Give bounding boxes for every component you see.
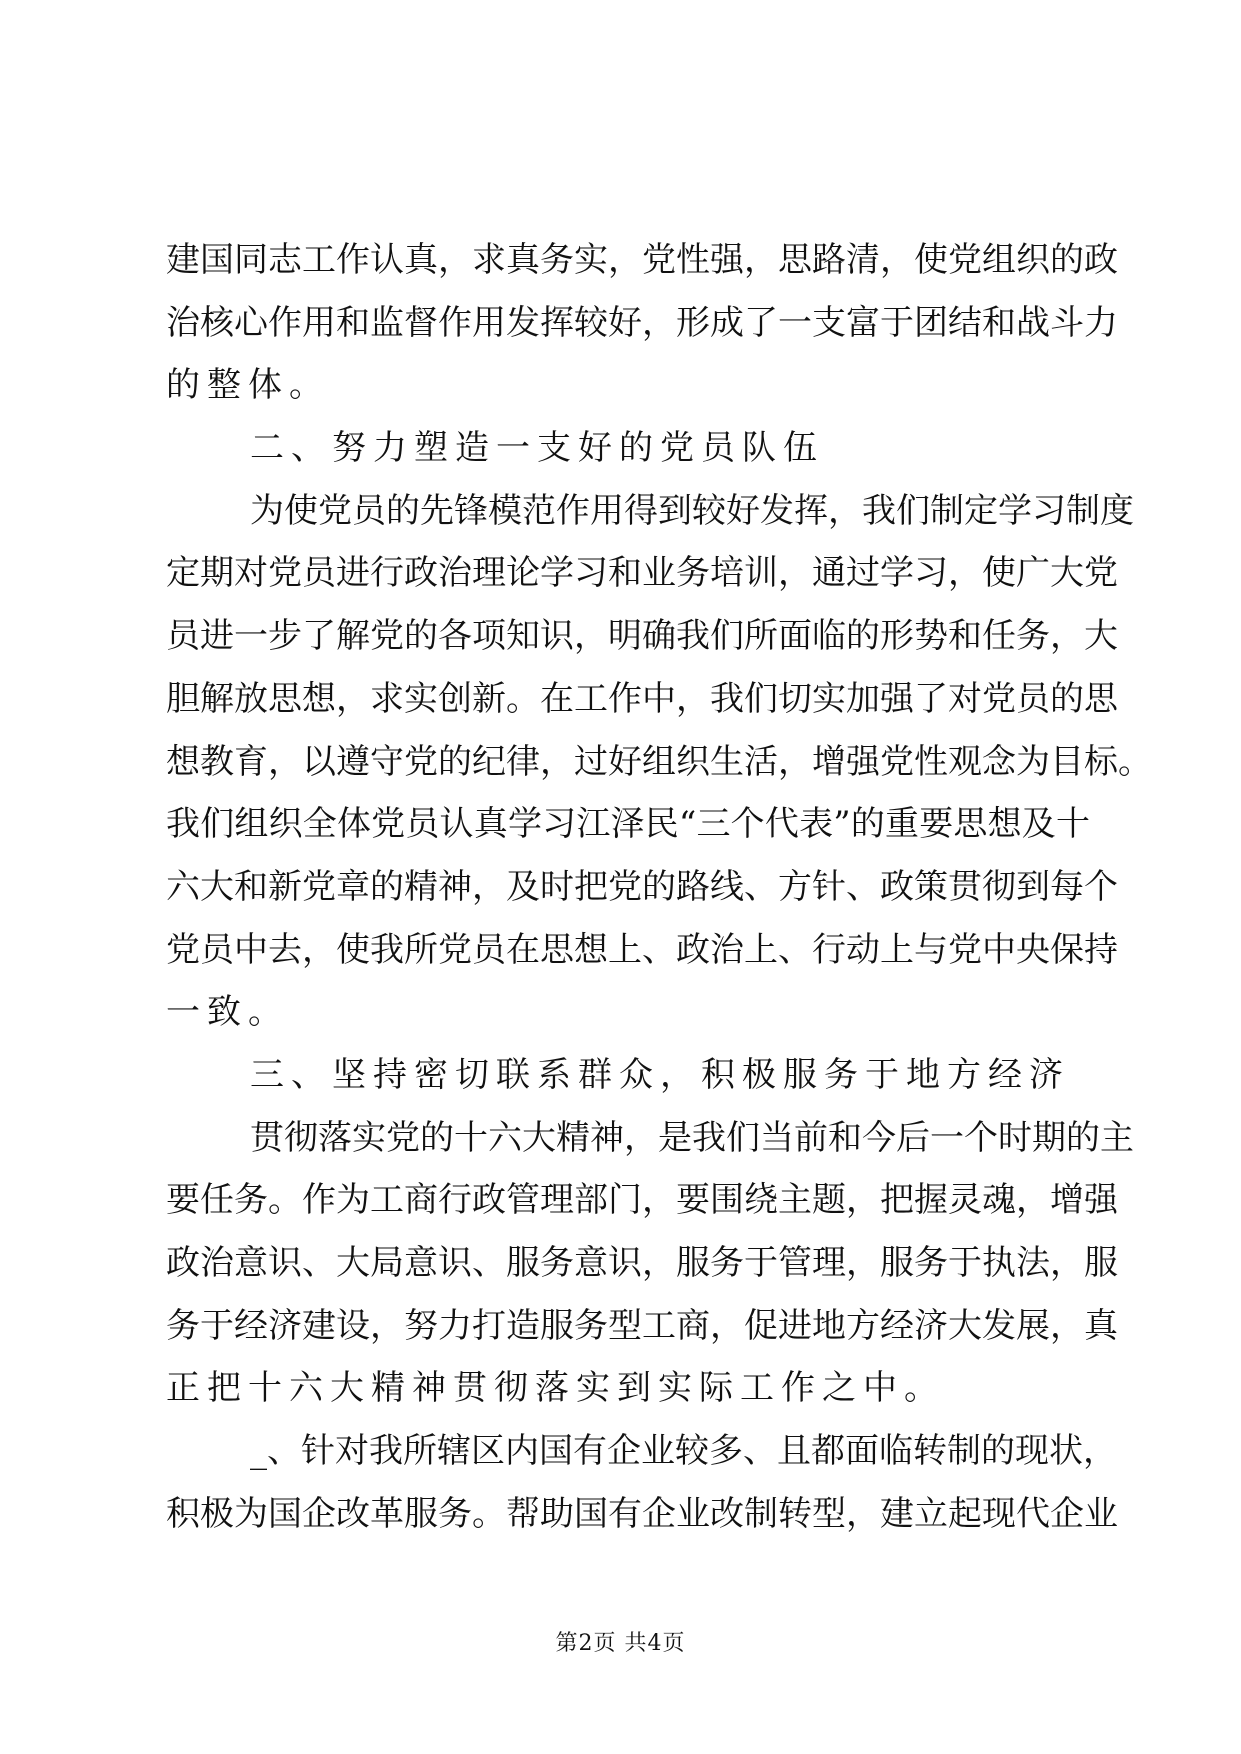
paragraph-line: 胆解放思想，求实创新。在工作中，我们切实加强了对党员的思 <box>166 678 1118 719</box>
paragraph-line: _、针对我所辖区内国有企业较多、且都面临转制的现状， <box>250 1431 1117 1472</box>
paragraph-line: 想教育，以遵守党的纪律，过好组织生活，增强党性观念为目标。 <box>166 741 1152 782</box>
paragraph-line: 正把十六大精神贯彻落实到实际工作之中。 <box>166 1368 945 1409</box>
paragraph-line: 积极为国企改革服务。帮助国有企业改制转型，建立起现代企业 <box>166 1493 1118 1534</box>
paragraph-line: 定期对党员进行政治理论学习和业务培训，通过学习，使广大党 <box>166 553 1118 594</box>
paragraph-line: 党员中去，使我所党员在思想上、政治上、行动上与党中央保持 <box>166 929 1118 970</box>
paragraph-line: 一致。 <box>166 992 289 1033</box>
paragraph-line: 六大和新党章的精神，及时把党的路线、方针、政策贯彻到每个 <box>166 866 1118 907</box>
paragraph-line: 政治意识、大局意识、服务意识，服务于管理，服务于执法，服 <box>166 1243 1118 1283</box>
paragraph-line: 治核心作用和监督作用发挥较好，形成了一支富于团结和战斗力 <box>166 302 1118 343</box>
paragraph-line: 务于经济建设，努力打造服务型工商，促进地方经济大发展，真 <box>166 1305 1118 1346</box>
section-heading-3: 三、坚持密切联系群众，积极服务于地方经济 <box>250 1054 1070 1095</box>
paragraph-line: 建国同志工作认真，求真务实，党性强，思路清，使党组织的政 <box>166 240 1118 280</box>
page-number-footer: 第2页 共4页 <box>555 1631 686 1656</box>
paragraph-line: 的整体。 <box>166 365 330 406</box>
paragraph-line: 要任务。作为工商行政管理部门，要围绕主题，把握灵魂，增强 <box>166 1180 1118 1221</box>
document-body <box>166 229 1152 1545</box>
paragraph-line: 员进一步了解党的各项知识，明确我们所面临的形势和任务，大 <box>166 616 1118 657</box>
section-heading-2: 二、努力塑造一支好的党员队伍 <box>250 428 824 469</box>
paragraph-line: 贯彻落实党的十六大精神，是我们当前和今后一个时期的主 <box>250 1117 1134 1158</box>
paragraph-line: 我们组织全体党员认真学习江泽民“三个代表”的重要思想及十 <box>166 804 1090 845</box>
paragraph-line: 为使党员的先锋模范作用得到较好发挥，我们制定学习制度 <box>250 490 1134 531</box>
